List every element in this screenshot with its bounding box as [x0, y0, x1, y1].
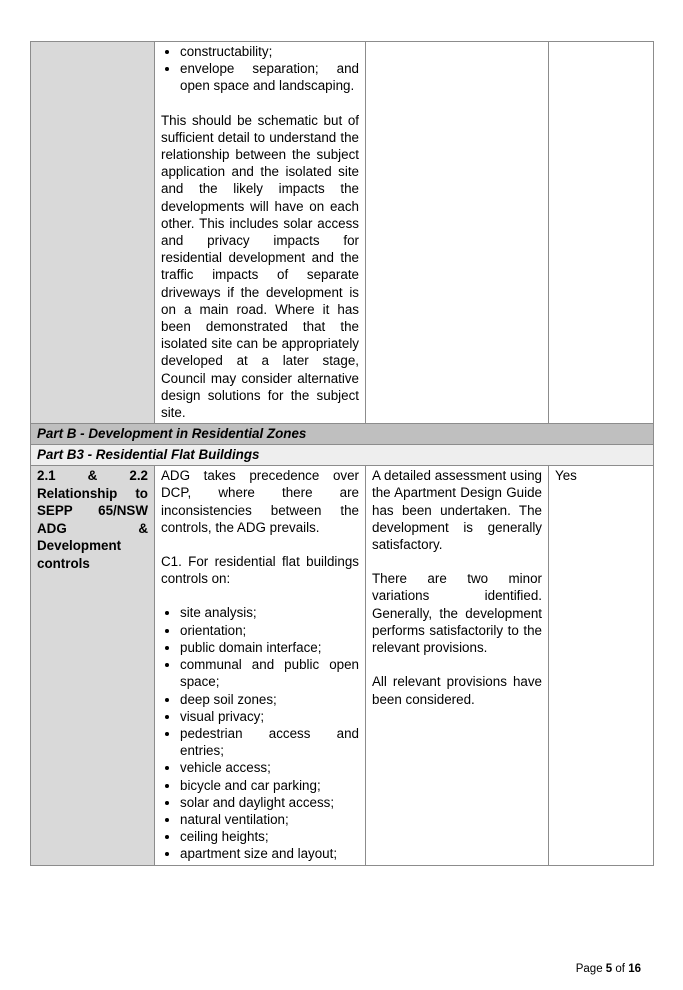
page-total: 16 [628, 963, 641, 975]
list-item: • solar and daylight access; [180, 794, 359, 811]
of-label: of [615, 963, 625, 975]
list-item: • orientation; [180, 622, 359, 639]
list-item: • bicycle and car parking; [180, 777, 359, 794]
control-intro: ADG takes precedence over DCP, where there are inconsistencies between the controls, the ADG prevails. [161, 468, 359, 535]
control-bullet-list [161, 604, 359, 862]
heading-cell-empty [31, 42, 155, 424]
heading-cell [31, 466, 155, 865]
assessment-paragraph: There are two minor variations identified. Generally, the development performs satisfactorily to the relevant provisions. [372, 571, 542, 656]
control-cell [155, 466, 366, 865]
subsection-heading-row [31, 445, 654, 466]
list-item: • apartment size and layout; [180, 845, 359, 862]
table-row-continued [31, 42, 654, 424]
list-item: • ceiling heights; [180, 828, 359, 845]
page-footer [576, 961, 641, 978]
control-heading: 2.1 & 2.2 Relationship to SEPP 65/NSW ADG & Development controls [37, 468, 148, 571]
list-item: • visual privacy; [180, 708, 359, 725]
assessment-cell [366, 466, 549, 865]
list-item: • natural ventilation; [180, 811, 359, 828]
list-item: • deep soil zones; [180, 691, 359, 708]
compliance-value: Yes [555, 468, 577, 484]
page-number: 5 [605, 963, 613, 975]
subsection-heading: Part B3 - Residential Flat Buildings [31, 445, 654, 466]
list-item: • public domain interface; [180, 639, 359, 656]
control-paragraph: This should be schematic but of sufficient detail to understand the relationship between the subject application and the isolated site and the likely impacts the developments will have on each other. This includes solar access and privacy impacts for residential development and the traffic impacts of separate driveways if the development is on a main road. Where it has been demonstrated that the isolated site can be appropriately developed at a later stage, Council may consider alternative design solutions for the subject site. [161, 112, 359, 421]
control-bullet-list [161, 43, 359, 95]
list-item: • pedestrian access and entries; [180, 725, 359, 759]
assessment-paragraph: All relevant provisions have been considered. [372, 674, 542, 707]
controls-table [30, 41, 654, 866]
section-heading: Part B - Development in Residential Zones [31, 424, 654, 445]
table-row-adg [31, 466, 654, 865]
section-heading-row [31, 424, 654, 445]
assessment-cell-empty [366, 42, 549, 424]
list-item: • site analysis; [180, 604, 359, 621]
list-item: • constructability; [180, 43, 359, 60]
compliance-cell-empty [549, 42, 654, 424]
list-item: • vehicle access; [180, 759, 359, 776]
page-label: Page [575, 963, 603, 975]
list-item: • communal and public open space; [180, 656, 359, 690]
control-cell-continued [155, 42, 366, 424]
list-item: • envelope separation; and open space and landscaping. [180, 60, 359, 94]
assessment-paragraph: A detailed assessment using the Apartment Design Guide has been undertaken. The development is generally satisfactory. [372, 468, 542, 553]
compliance-cell [549, 466, 654, 865]
control-c1: C1. For residential flat buildings controls on: [161, 554, 359, 587]
